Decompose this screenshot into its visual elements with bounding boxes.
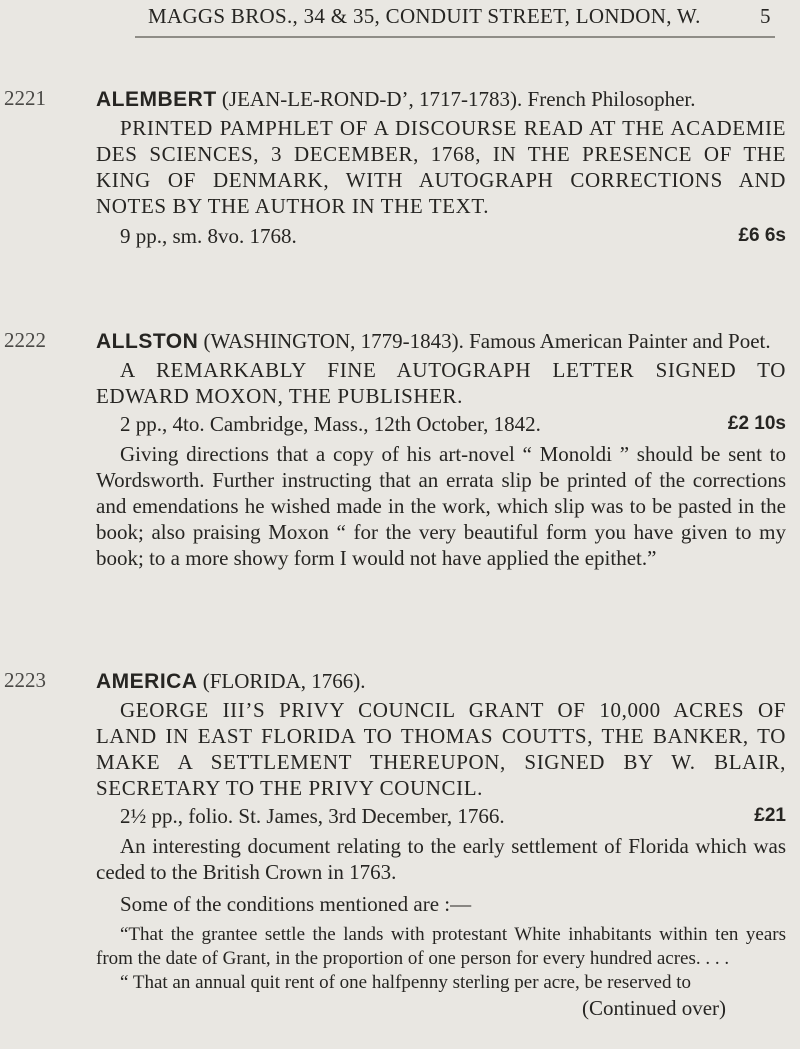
entry-price: £2 10s — [727, 413, 786, 434]
entry-number: 2223 — [4, 668, 46, 692]
entry-title: A REMARKABLY FINE AUTOGRAPH LETTER SIGNED TO EDWARD MOXON, THE PUBLISHER. — [96, 358, 786, 408]
entry-body — [96, 328, 786, 571]
entry-note: Giving directions that a copy of his art-novel “ Monoldi ” should be sent to Wordsworth. Further instructing that an errata slip be printed of the corrections and emendations he wished made in the work, which slip was to be pasted in the book; also praising Moxon “ for the very beautiful form you have given to my book; to a more showy form I would not have applied the epithet.” — [96, 442, 786, 570]
entry-quote: “ That an annual quit rent of one halfpenny sterling per acre, be reserved to — [120, 972, 692, 993]
entry-note-conditions: Some of the conditions mentioned are :— — [120, 892, 472, 916]
entry-heading — [96, 668, 786, 695]
entry-heading — [96, 86, 786, 113]
entry-body — [96, 668, 786, 1021]
entry-quote: “That the grantee settle the lands with protestant White inhabitants within ten years from the date of Grant, in the proportion of one person for every hundred acres. . . . — [96, 924, 786, 969]
page-number: 5 — [760, 4, 771, 28]
entry-price: £6 6s — [738, 225, 786, 246]
entry-price: £21 — [754, 805, 786, 826]
entry-body — [96, 86, 786, 251]
continued-note: (Continued over) — [581, 996, 726, 1020]
entry-name: ALEMBERT — [96, 88, 217, 111]
entry-collation: 2 pp., 4to. Cambridge, Mass., 12th October, 1842. — [120, 412, 541, 436]
entry-collation: 9 pp., sm. 8vo. 1768. — [120, 224, 297, 248]
entry-number: 2221 — [4, 86, 46, 110]
entry-note: An interesting document relating to the early settlement of Florida which was ceded to the British Crown in 1763. — [96, 834, 786, 884]
entry-collation: 2½ pp., folio. St. James, 3rd December, 1766. — [120, 804, 505, 828]
entry-title: GEORGE III’S PRIVY COUNCIL GRANT OF 10,000 ACRES OF LAND IN EAST FLORIDA TO THOMAS COUTTS, THE BANKER, TO MAKE A SETTLEMENT THEREUPON, SIGNED BY W. BLAIR, SECRETARY TO THE PRIVY COUNCIL. — [96, 698, 786, 800]
entry-heading — [96, 328, 786, 355]
entry-subtitle: (JEAN-LE-ROND-D’, 1717-1783). French Philosopher. — [221, 87, 696, 111]
entry-collation-line — [96, 803, 786, 831]
entry-subtitle: (WASHINGTON, 1779-1843). Famous American Painter and Poet. — [203, 329, 771, 353]
entry-name: AMERICA — [96, 670, 198, 693]
entry-name: ALLSTON — [96, 330, 199, 353]
entry-title: PRINTED PAMPHLET OF A DISCOURSE READ AT THE ACADEMIE DES SCIENCES, 3 DECEMBER, 1768, IN THE PRESENCE OF THE KING OF DENMARK, WITH AUTOGRAPH CORRECTIONS AND NOTES BY THE AUTHOR IN THE TEXT. — [96, 116, 786, 218]
header-title: MAGGS BROS., 34 & 35, CONDUIT STREET, LONDON, W. — [148, 4, 701, 28]
entry-collation-line — [96, 411, 786, 439]
entry-number: 2222 — [4, 328, 46, 352]
entry-subtitle: (FLORIDA, 1766). — [202, 669, 366, 693]
entry-collation-line — [96, 223, 786, 251]
header-rule — [135, 36, 775, 38]
